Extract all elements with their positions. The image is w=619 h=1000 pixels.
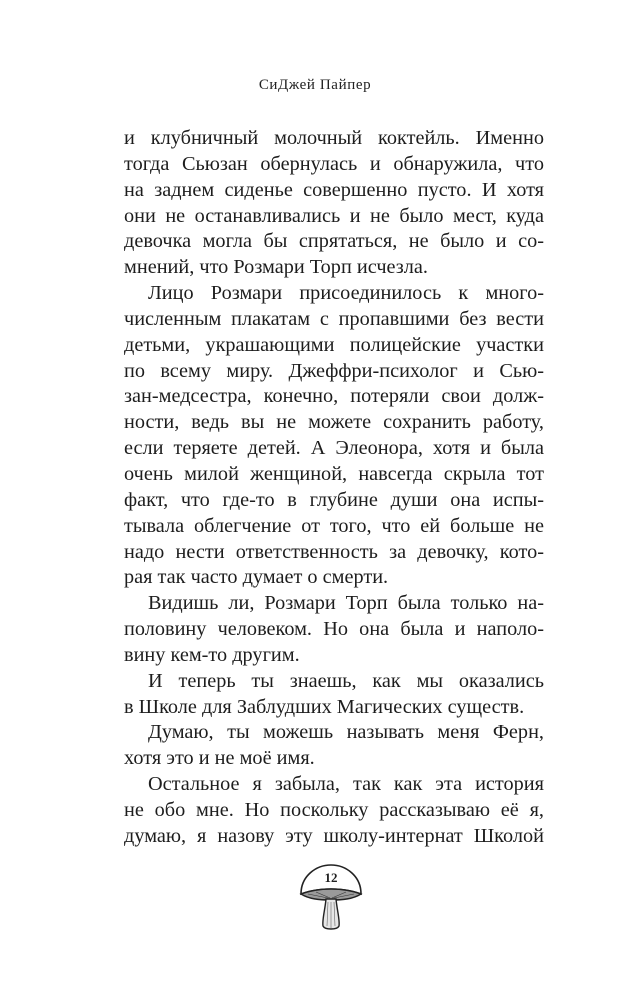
running-title: СиДжей Пайпер — [258, 77, 372, 93]
text-line: хотя это и не моё имя. — [124, 747, 315, 770]
text-line: думаю, я назову эту школу-интернат Школой — [124, 824, 544, 847]
text-line: вину кем-то другим. — [124, 643, 300, 666]
text-line: детьми, украшающими полицейские участки — [124, 333, 544, 356]
text-line: ности, ведь вы не можете сохранить работу, — [124, 411, 544, 434]
page-number: 12 — [324, 870, 338, 885]
text-line: не обо мне. Но поскольку рассказываю её я, — [124, 798, 544, 821]
text-line: они не останавливались и не было мест, куда — [124, 204, 544, 227]
text-line: если теряете детей. А Элеонора, хотя и была — [124, 437, 544, 460]
text-line: И теперь ты знаешь, как мы оказались — [148, 669, 544, 692]
text-line: по всему миру. Джеффри-психолог и Сью- — [124, 359, 544, 382]
text-line: рая так часто думает о смерти. — [124, 566, 389, 589]
text-line: зан-медсестра, конечно, потеряли свои долж- — [124, 385, 544, 408]
text-line: Видишь ли, Розмари Торп была только на- — [148, 592, 544, 615]
text-line: численным плакатам с пропавшими без вести — [124, 307, 544, 330]
text-line: и клубничный молочный коктейль. Именно — [124, 127, 544, 149]
text-line: девочка могла бы спрятаться, не было и со- — [124, 230, 544, 253]
text-line: в Школе для Заблудших Магических существ. — [124, 695, 525, 718]
page-body-text — [124, 126, 544, 850]
text-line: очень милой женщиной, навсегда скрыла тот — [124, 462, 544, 485]
text-line: половину человеком. Но она была и наполо- — [124, 618, 544, 641]
text-line: надо нести ответственность за девочку, кото- — [124, 540, 544, 563]
text-line: мнений, что Розмари Торп исчезла. — [124, 256, 428, 279]
text-line: тогда Сьюзан обернулась и обнаружила, что — [124, 152, 544, 175]
text-line: Остальное я забыла, так как эта история — [148, 773, 544, 796]
text-line: тывала облегчение от того, что ей больше не — [124, 514, 544, 537]
text-line: Лицо Розмари присоединилось к много- — [148, 282, 544, 305]
text-line: факт, что где-то в глубине души она испы- — [124, 488, 544, 511]
text-line: на заднем сиденье совершенно пусто. И хотя — [124, 178, 544, 201]
page-folio — [298, 862, 364, 932]
text-line: Думаю, ты можешь называть меня Ферн, — [148, 721, 544, 744]
